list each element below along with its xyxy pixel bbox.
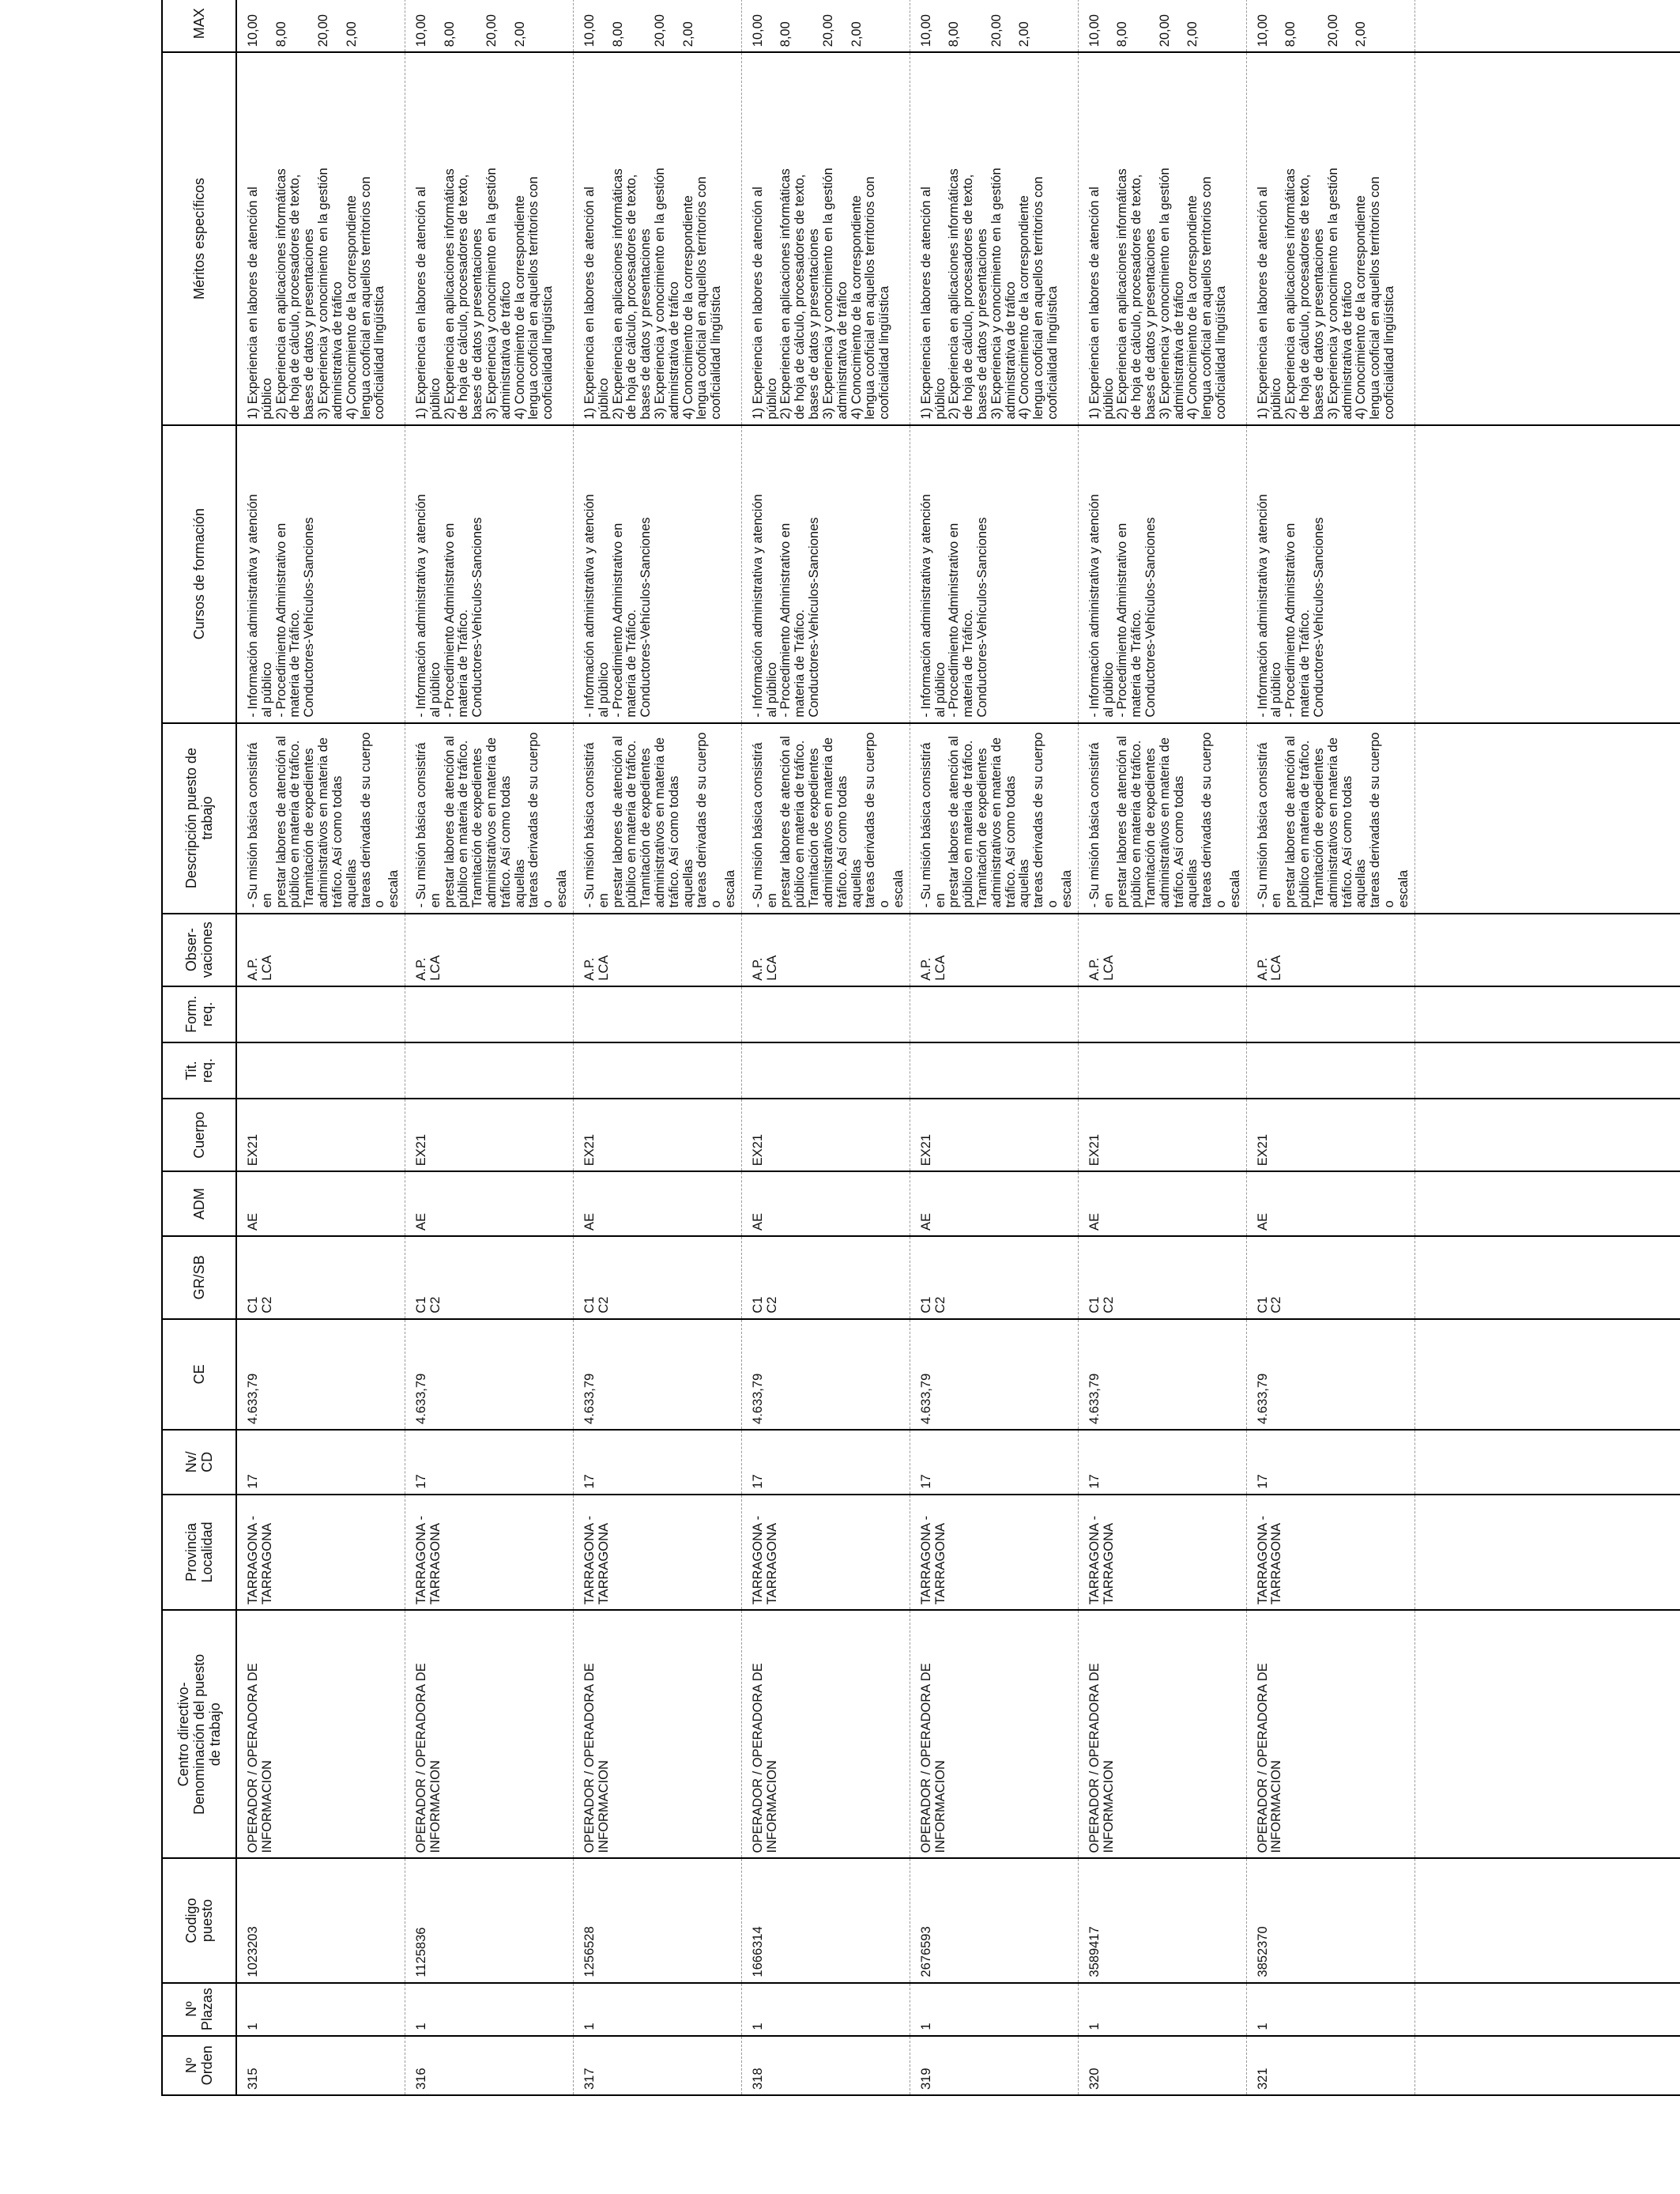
cell-ce: 4.633,79 (573, 1319, 741, 1430)
cell-observaciones: A.P. LCA (236, 914, 405, 986)
cell-cuerpo: EX21 (236, 1099, 405, 1171)
cell-provincia: TARRAGONA - TARRAGONA (1078, 1495, 1246, 1611)
cell-descripcion: - Su misión básica consistirá en prestar labores de atención al público en materia de tráfico. Tramitación de expedientes administrativos en materia de tráfico. Así como todas aquellas tareas derivadas de su cuerpo o escala (573, 723, 741, 914)
cell-cursos: - Información administrativa y atención al público - Procedimiento Administrativo en materia de Tráfico. Conductores-Vehículos-Sanciones (1246, 425, 1414, 723)
cell-form (236, 986, 405, 1042)
cell-plazas: 1 (236, 1983, 405, 2036)
cell-nivel: 17 (910, 1430, 1078, 1495)
table-row (236, 0, 405, 2095)
col-header-meritos: Méritos específicos (162, 52, 236, 424)
cell-meritos: 1) Experiencia en labores de atención al público 2) Experiencia en aplicaciones informáticas de hoja de cálculo, procesadores de texto, bases de datos y presentaciones 3) Experiencia y conocimiento en la gestión administrativa de tráfico 4) Conocimiento de la correspondiente lengua cooficial en aquellos territorios con cooficialidad lingüística (910, 52, 1078, 424)
cell-provincia: TARRAGONA - TARRAGONA (573, 1495, 741, 1611)
cell-denominacion: OPERADOR / OPERADORA DE INFORMACION (405, 1610, 573, 1858)
cell-form (741, 986, 910, 1042)
cell-descripcion: - Su misión básica consistirá en prestar labores de atención al público en materia de tráfico. Tramitación de expedientes administrativos en materia de tráfico. Así como todas aquellas tareas derivadas de su cuerpo o escala (1246, 723, 1414, 914)
cell-orden: 319 (910, 2036, 1078, 2095)
cell-codigo: 1023203 (236, 1858, 405, 1982)
cell-cursos: - Información administrativa y atención al público - Procedimiento Administrativo en materia de Tráfico. Conductores-Vehículos-Sanciones (236, 425, 405, 723)
cell-grsb: C1 C2 (741, 1236, 910, 1319)
cell-descripcion: - Su misión básica consistirá en prestar labores de atención al público en materia de tráfico. Tramitación de expedientes administrativos en materia de tráfico. Así como todas aquellas tareas derivadas de su cuerpo o escala (741, 723, 910, 914)
cell-observaciones: A.P. LCA (573, 914, 741, 986)
cell-ce: 4.633,79 (741, 1319, 910, 1430)
cell-provincia: TARRAGONA - TARRAGONA (910, 1495, 1078, 1611)
cell-denominacion: OPERADOR / OPERADORA DE INFORMACION (910, 1610, 1078, 1858)
table-row (405, 0, 573, 2095)
cell-grsb: C1 C2 (405, 1236, 573, 1319)
col-header-form: Form. req. (162, 986, 236, 1042)
cell-meritos: 1) Experiencia en labores de atención al público 2) Experiencia en aplicaciones informáticas de hoja de cálculo, procesadores de texto, bases de datos y presentaciones 3) Experiencia y conocimiento en la gestión administrativa de tráfico 4) Conocimiento de la correspondiente lengua cooficial en aquellos territorios con cooficialidad lingüística (573, 52, 741, 424)
cell-adm: AE (236, 1171, 405, 1236)
cell-form (573, 986, 741, 1042)
cell-denominacion: OPERADOR / OPERADORA DE INFORMACION (1078, 1610, 1246, 1858)
cell-max: 10,00 8,00 20,00 2,00 (573, 0, 741, 52)
cell-cursos: - Información administrativa y atención al público - Procedimiento Administrativo en materia de Tráfico. Conductores-Vehículos-Sanciones (741, 425, 910, 723)
cell-adm: AE (1078, 1171, 1246, 1236)
col-header-cursos: Cursos de formación (162, 425, 236, 723)
col-header-grsb: GR/SB (162, 1236, 236, 1319)
cell-descripcion: - Su misión básica consistirá en prestar labores de atención al público en materia de tráfico. Tramitación de expedientes administrativos en materia de tráfico. Así como todas aquellas tareas derivadas de su cuerpo o escala (236, 723, 405, 914)
cell-adm: AE (405, 1171, 573, 1236)
cell-plazas: 1 (1246, 1983, 1414, 2036)
table-row (573, 0, 741, 2095)
cell-form (910, 986, 1078, 1042)
cell-cursos: - Información administrativa y atención al público - Procedimiento Administrativo en materia de Tráfico. Conductores-Vehículos-Sanciones (910, 425, 1078, 723)
cell-plazas: 1 (1078, 1983, 1246, 2036)
cell-ce: 4.633,79 (910, 1319, 1078, 1430)
cell-tit (1078, 1042, 1246, 1099)
cell-cuerpo: EX21 (741, 1099, 910, 1171)
cell-codigo: 3589417 (1078, 1858, 1246, 1982)
cell-ce: 4.633,79 (1246, 1319, 1414, 1430)
cell-codigo: 2676593 (910, 1858, 1078, 1982)
cell-nivel: 17 (1246, 1430, 1414, 1495)
header-row (162, 0, 236, 2095)
cell-adm: AE (1246, 1171, 1414, 1236)
col-header-provincia: Provincia Localidad (162, 1495, 236, 1611)
cell-tit (1246, 1042, 1414, 1099)
cell-nivel: 17 (1078, 1430, 1246, 1495)
table-row (1246, 0, 1414, 2095)
col-header-plazas: Nº Plazas (162, 1983, 236, 2036)
col-header-codigo: Codigo puesto (162, 1858, 236, 1982)
cell-cuerpo: EX21 (1246, 1099, 1414, 1171)
cell-plazas: 1 (405, 1983, 573, 2036)
col-header-cuerpo: Cuerpo (162, 1099, 236, 1171)
cell-cursos: - Información administrativa y atención al público - Procedimiento Administrativo en materia de Tráfico. Conductores-Vehículos-Sanciones (405, 425, 573, 723)
cell-descripcion: - Su misión básica consistirá en prestar labores de atención al público en materia de tráfico. Tramitación de expedientes administrativos en materia de tráfico. Así como todas aquellas tareas derivadas de su cuerpo o escala (910, 723, 1078, 914)
col-header-adm: ADM (162, 1171, 236, 1236)
cell-max: 10,00 8,00 20,00 2,00 (1078, 0, 1246, 52)
cell-denominacion: OPERADOR / OPERADORA DE INFORMACION (741, 1610, 910, 1858)
cell-plazas: 1 (910, 1983, 1078, 2036)
cell-ce: 4.633,79 (1078, 1319, 1246, 1430)
cell-tit (910, 1042, 1078, 1099)
cell-descripcion: - Su misión básica consistirá en prestar labores de atención al público en materia de tráfico. Tramitación de expedientes administrativos en materia de tráfico. Así como todas aquellas tareas derivadas de su cuerpo o escala (1078, 723, 1246, 914)
cell-codigo: 1256528 (573, 1858, 741, 1982)
col-header-tit: Tit. req. (162, 1042, 236, 1099)
cell-nivel: 17 (573, 1430, 741, 1495)
col-header-nivel: Nv/ CD (162, 1430, 236, 1495)
cell-denominacion: OPERADOR / OPERADORA DE INFORMACION (1246, 1610, 1414, 1858)
cell-tit (236, 1042, 405, 1099)
cell-denominacion: OPERADOR / OPERADORA DE INFORMACION (236, 1610, 405, 1858)
cell-cuerpo: EX21 (573, 1099, 741, 1171)
cell-cuerpo: EX21 (1078, 1099, 1246, 1171)
cell-adm: AE (573, 1171, 741, 1236)
empty-table-area (1414, 0, 1680, 2095)
cell-grsb: C1 C2 (1246, 1236, 1414, 1319)
cell-grsb: C1 C2 (910, 1236, 1078, 1319)
cell-max: 10,00 8,00 20,00 2,00 (741, 0, 910, 52)
cell-orden: 317 (573, 2036, 741, 2095)
job-listing-table (161, 0, 1680, 2096)
cell-observaciones: A.P. LCA (405, 914, 573, 986)
cell-adm: AE (910, 1171, 1078, 1236)
cell-provincia: TARRAGONA - TARRAGONA (236, 1495, 405, 1611)
cell-grsb: C1 C2 (573, 1236, 741, 1319)
cell-max: 10,00 8,00 20,00 2,00 (1246, 0, 1414, 52)
cell-descripcion: - Su misión básica consistirá en prestar labores de atención al público en materia de tráfico. Tramitación de expedientes administrativos en materia de tráfico. Así como todas aquellas tareas derivadas de su cuerpo o escala (405, 723, 573, 914)
cell-cuerpo: EX21 (405, 1099, 573, 1171)
col-header-denominacion: Centro directivo- Denominación del puesto de trabajo (162, 1610, 236, 1858)
cell-max: 10,00 8,00 20,00 2,00 (236, 0, 405, 52)
cell-codigo: 3852370 (1246, 1858, 1414, 1982)
cell-cursos: - Información administrativa y atención al público - Procedimiento Administrativo en materia de Tráfico. Conductores-Vehículos-Sanciones (1078, 425, 1246, 723)
cell-observaciones: A.P. LCA (1078, 914, 1246, 986)
cell-provincia: TARRAGONA - TARRAGONA (741, 1495, 910, 1611)
cell-max: 10,00 8,00 20,00 2,00 (910, 0, 1078, 52)
col-header-max: MAX (162, 0, 236, 52)
cell-max: 10,00 8,00 20,00 2,00 (405, 0, 573, 52)
cell-form (1246, 986, 1414, 1042)
cell-form (1078, 986, 1246, 1042)
cell-plazas: 1 (573, 1983, 741, 2036)
cell-meritos: 1) Experiencia en labores de atención al público 2) Experiencia en aplicaciones informáticas de hoja de cálculo, procesadores de texto, bases de datos y presentaciones 3) Experiencia y conocimiento en la gestión administrativa de tráfico 4) Conocimiento de la correspondiente lengua cooficial en aquellos territorios con cooficialidad lingüística (236, 52, 405, 424)
col-header-ce: CE (162, 1319, 236, 1430)
cell-meritos: 1) Experiencia en labores de atención al público 2) Experiencia en aplicaciones informáticas de hoja de cálculo, procesadores de texto, bases de datos y presentaciones 3) Experiencia y conocimiento en la gestión administrativa de tráfico 4) Conocimiento de la correspondiente lengua cooficial en aquellos territorios con cooficialidad lingüística (1078, 52, 1246, 424)
cell-nivel: 17 (405, 1430, 573, 1495)
col-header-observaciones: Obser- vaciones (162, 914, 236, 986)
col-header-orden: Nº Orden (162, 2036, 236, 2095)
cell-cursos: - Información administrativa y atención al público - Procedimiento Administrativo en materia de Tráfico. Conductores-Vehículos-Sanciones (573, 425, 741, 723)
cell-adm: AE (741, 1171, 910, 1236)
cell-nivel: 17 (236, 1430, 405, 1495)
cell-orden: 321 (1246, 2036, 1414, 2095)
cell-orden: 318 (741, 2036, 910, 2095)
cell-plazas: 1 (741, 1983, 910, 2036)
cell-cuerpo: EX21 (910, 1099, 1078, 1171)
cell-grsb: C1 C2 (236, 1236, 405, 1319)
cell-meritos: 1) Experiencia en labores de atención al público 2) Experiencia en aplicaciones informáticas de hoja de cálculo, procesadores de texto, bases de datos y presentaciones 3) Experiencia y conocimiento en la gestión administrativa de tráfico 4) Conocimiento de la correspondiente lengua cooficial en aquellos territorios con cooficialidad lingüística (1246, 52, 1414, 424)
cell-nivel: 17 (741, 1430, 910, 1495)
table-row (910, 0, 1078, 2095)
cell-observaciones: A.P. LCA (741, 914, 910, 986)
cell-orden: 315 (236, 2036, 405, 2095)
cell-provincia: TARRAGONA - TARRAGONA (1246, 1495, 1414, 1611)
cell-ce: 4.633,79 (236, 1319, 405, 1430)
cell-orden: 320 (1078, 2036, 1246, 2095)
cell-observaciones: A.P. LCA (910, 914, 1078, 986)
cell-tit (573, 1042, 741, 1099)
cell-tit (405, 1042, 573, 1099)
col-header-descripcion: Descripción puesto de trabajo (162, 723, 236, 914)
cell-codigo: 1125836 (405, 1858, 573, 1982)
cell-ce: 4.633,79 (405, 1319, 573, 1430)
cell-grsb: C1 C2 (1078, 1236, 1246, 1319)
cell-meritos: 1) Experiencia en labores de atención al público 2) Experiencia en aplicaciones informáticas de hoja de cálculo, procesadores de texto, bases de datos y presentaciones 3) Experiencia y conocimiento en la gestión administrativa de tráfico 4) Conocimiento de la correspondiente lengua cooficial en aquellos territorios con cooficialidad lingüística (405, 52, 573, 424)
cell-provincia: TARRAGONA - TARRAGONA (405, 1495, 573, 1611)
cell-tit (741, 1042, 910, 1099)
cell-form (405, 986, 573, 1042)
cell-meritos: 1) Experiencia en labores de atención al público 2) Experiencia en aplicaciones informáticas de hoja de cálculo, procesadores de texto, bases de datos y presentaciones 3) Experiencia y conocimiento en la gestión administrativa de tráfico 4) Conocimiento de la correspondiente lengua cooficial en aquellos territorios con cooficialidad lingüística (741, 52, 910, 424)
cell-observaciones: A.P. LCA (1246, 914, 1414, 986)
cell-codigo: 1666314 (741, 1858, 910, 1982)
table-row (741, 0, 910, 2095)
cell-orden: 316 (405, 2036, 573, 2095)
table-row (1078, 0, 1246, 2095)
cell-denominacion: OPERADOR / OPERADORA DE INFORMACION (573, 1610, 741, 1858)
